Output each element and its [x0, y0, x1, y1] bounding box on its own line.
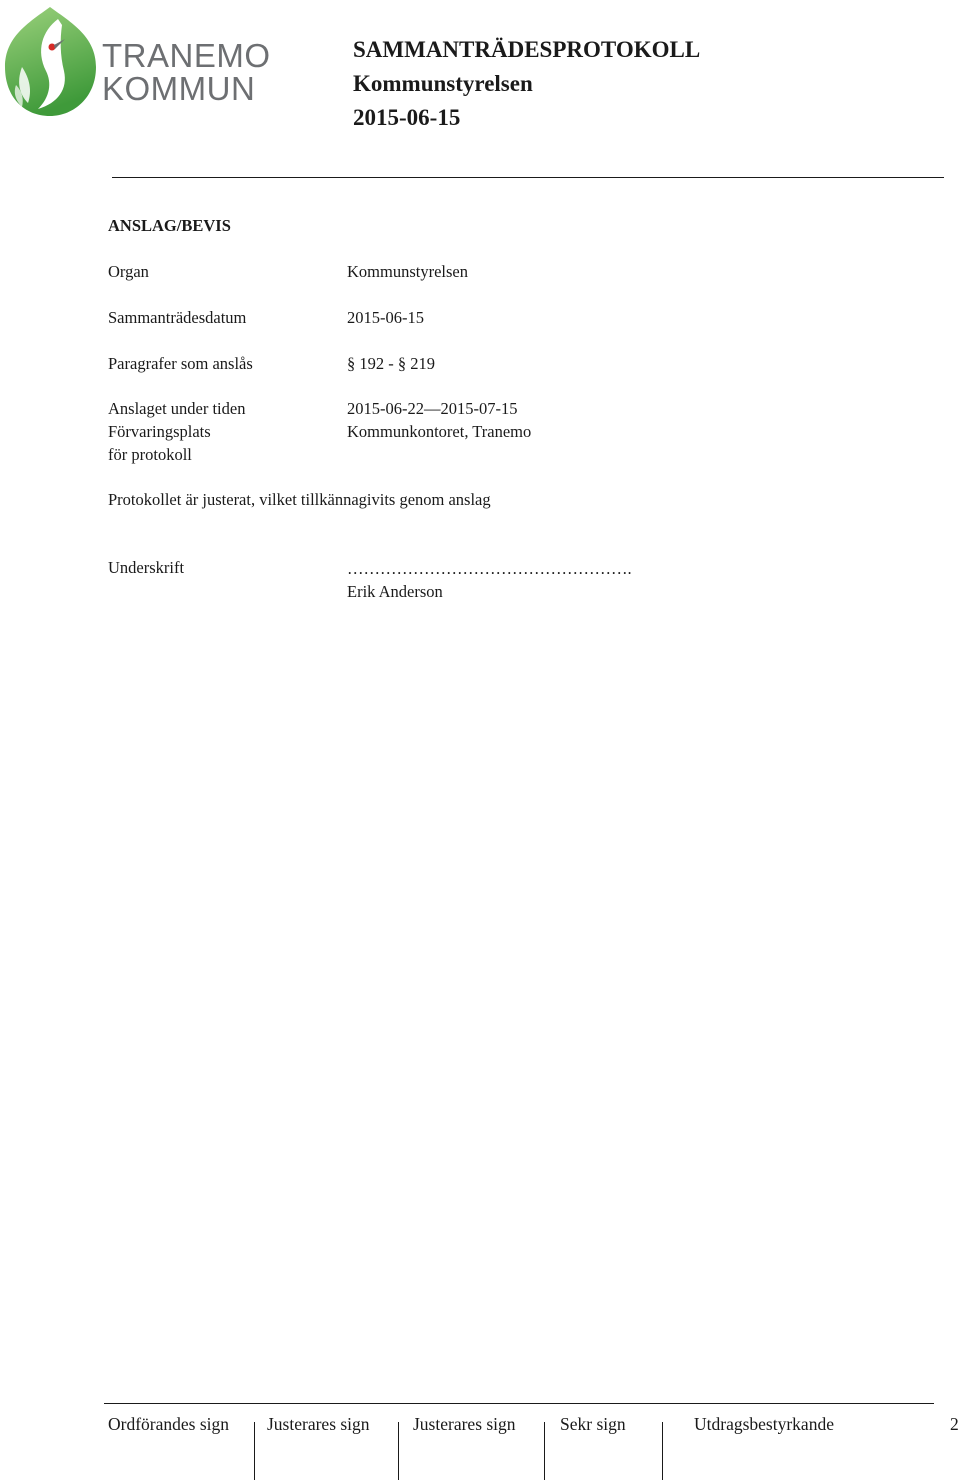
storage-value: Kommunkontoret, Tranemo: [347, 422, 532, 441]
paragraphs-value: § 192 - § 219: [347, 354, 435, 373]
posting-period-label: Anslaget under tiden: [108, 399, 246, 418]
section-heading: ANSLAG/BEVIS: [108, 216, 231, 235]
document-header: [353, 33, 700, 135]
logo-line-1: TRANEMO: [102, 37, 271, 74]
document-title: SAMMANTRÄDESPROTOKOLL: [353, 37, 701, 62]
storage-label-line-1: Förvaringsplats: [108, 422, 211, 441]
crane-shield-icon: [2, 5, 100, 120]
storage-label-line-2: för protokoll: [108, 445, 192, 464]
organ-value: Kommunstyrelsen: [347, 262, 468, 281]
chair-sign-label: Ordförandes sign: [108, 1414, 230, 1434]
logo-line-2: KOMMUN: [102, 70, 256, 107]
footer-divider: [104, 1403, 934, 1404]
footer-separator: [254, 1422, 255, 1480]
posting-period-value: 2015-06-22—2015-07-15: [347, 399, 518, 418]
adjuster-sign-label-1: Justerares sign: [267, 1414, 370, 1434]
signature-label: Underskrift: [108, 558, 185, 577]
organ-label: Organ: [108, 262, 149, 281]
document-body: Kommunstyrelsen: [353, 71, 533, 96]
signature-name: Erik Anderson: [347, 582, 443, 601]
footer-separator: [544, 1422, 545, 1480]
header-divider: [112, 177, 944, 178]
document-date: 2015-06-15: [353, 105, 461, 130]
paragraphs-label: Paragrafer som anslås: [108, 354, 253, 373]
secretary-sign-label: Sekr sign: [560, 1414, 626, 1434]
extract-certification-label: Utdragsbestyrkande: [694, 1414, 834, 1434]
adjustment-statement: Protokollet är justerat, vilket tillkännagivits genom anslag: [108, 490, 491, 509]
tranemo-kommun-logo: [2, 5, 271, 120]
adjuster-sign-label-2: Justerares sign: [413, 1414, 516, 1434]
meeting-date-label: Sammanträdesdatum: [108, 308, 247, 327]
page-number: 2: [950, 1414, 959, 1434]
footer-separator: [662, 1422, 663, 1480]
meeting-date-value: 2015-06-15: [347, 308, 424, 327]
signature-line: …………………………………………….: [347, 559, 632, 578]
footer-separator: [398, 1422, 399, 1480]
